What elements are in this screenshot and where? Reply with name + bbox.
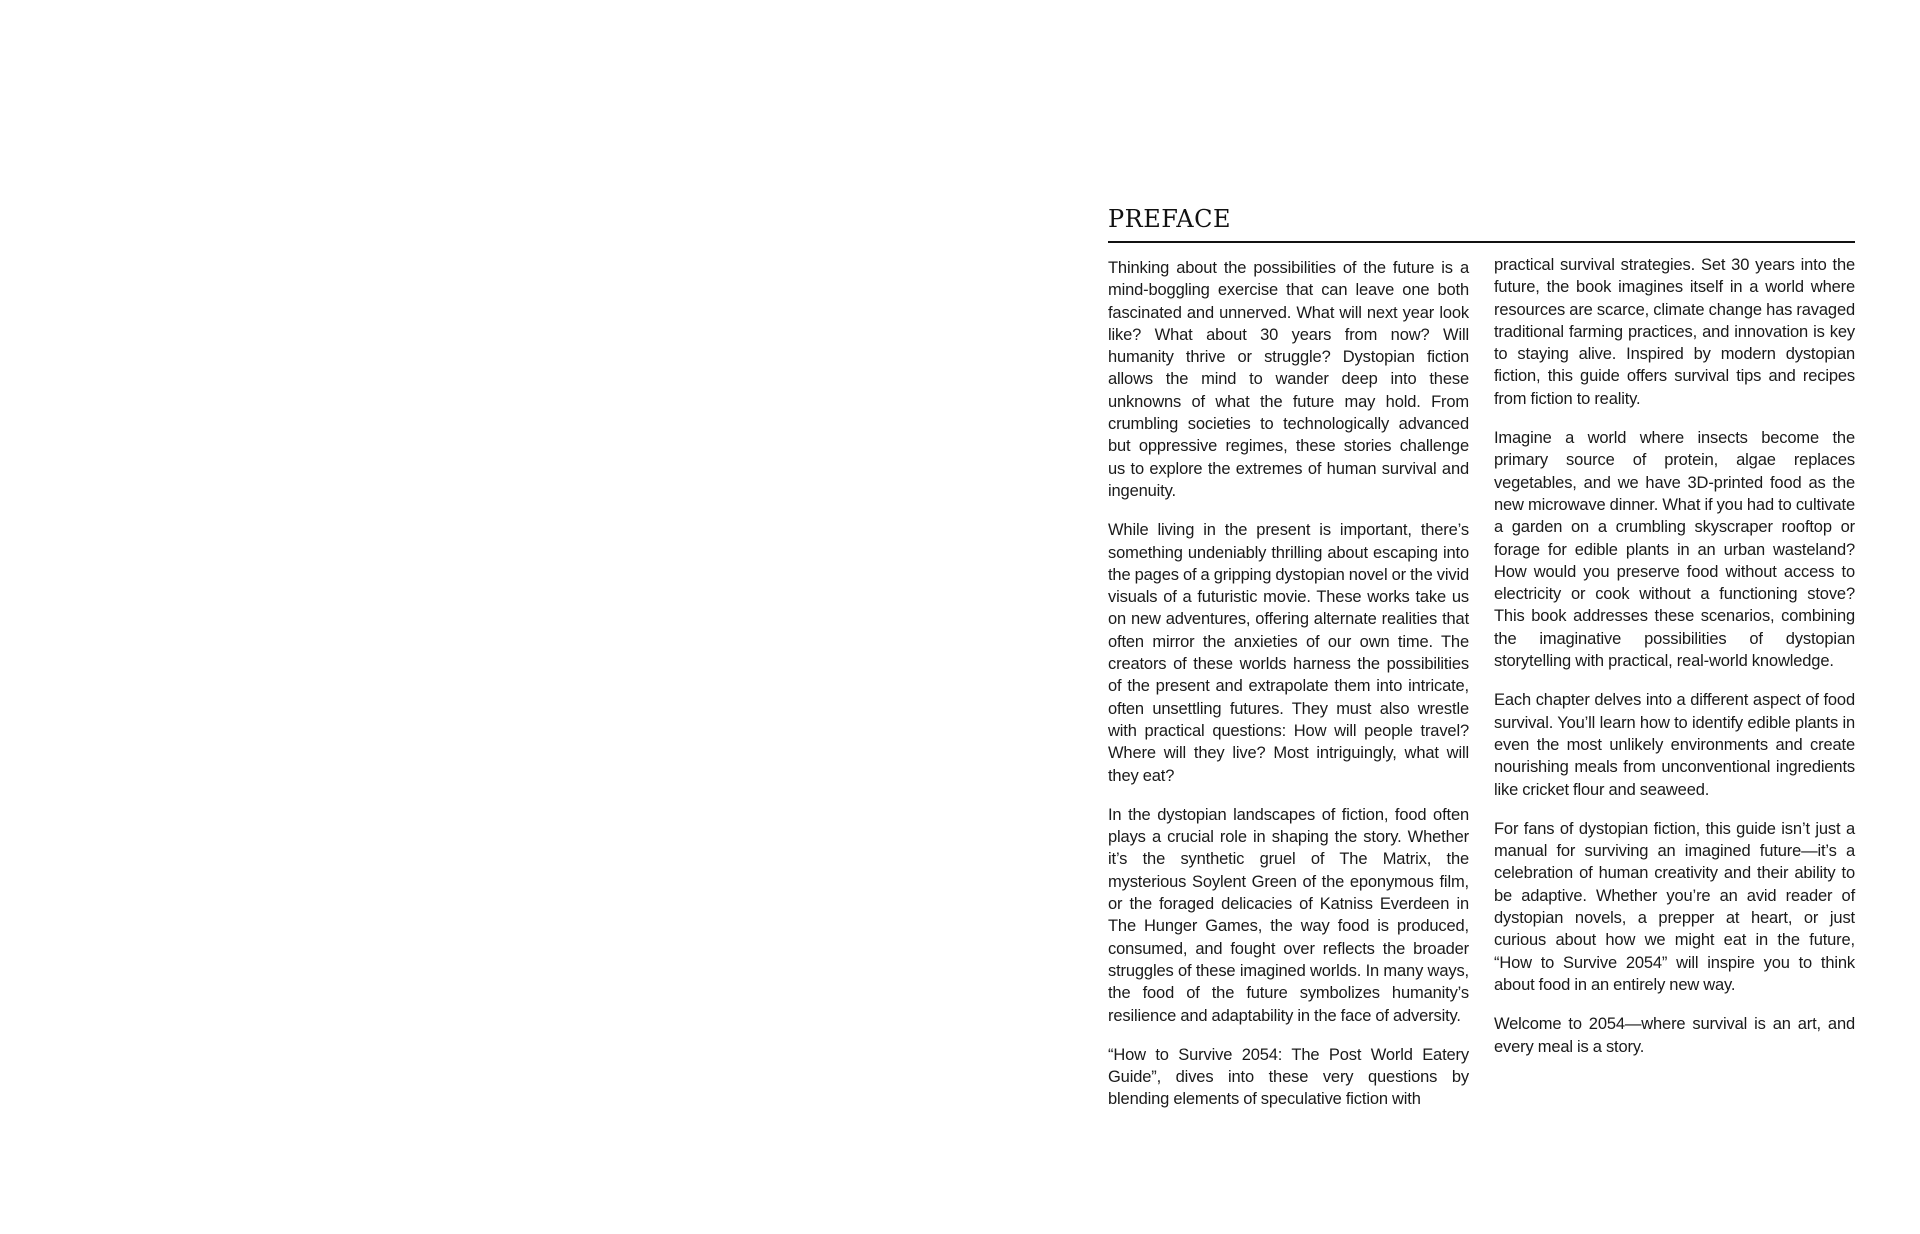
paragraph: Welcome to 2054—where survival is an art, and every meal is a story. xyxy=(1494,1015,1855,1056)
title-divider xyxy=(1108,241,1855,243)
text-column-left xyxy=(1108,257,1469,1128)
paragraph: Thinking about the possibilities of the future is a mind-boggling exercise that can leave one both fascinated and unnerved. What will next year look like? What about 30 years from now? Will humanity thrive or struggle? Dystopian fiction allows the mind to wander deep into these unknowns of what the future may hold. From crumbling societies to technologically advanced but oppressive regimes, these stories challenge us to explore the extremes of human survival and ingenuity. xyxy=(1108,259,1469,500)
paragraph: “How to Survive 2054: The Post World Eatery Guide”, dives into these very questions by blending elements of speculative fiction with xyxy=(1108,1045,1469,1109)
preface-header xyxy=(1108,203,1855,243)
paragraph: For fans of dystopian fiction, this guide isn’t just a manual for surviving an imagined future—it’s a celebration of human creativity and their ability to be adaptive. Whether you’re an avid reader of dystopian novels, a prepper at heart, or just curious about how we might eat in the future, “How to Survive 2054” will inspire you to think about food in an entirely new way. xyxy=(1494,819,1855,994)
paragraph: practical survival strategies. Set 30 years into the future, the book imagines itself in a world where resources are scarce, climate change has ravaged traditional farming practices, and innovation is key to staying alive. Inspired by modern dystopian fiction, this guide offers survival tips and recipes from fiction to reality. xyxy=(1494,256,1855,408)
paragraph: Imagine a world where insects become the primary source of protein, algae replaces vegetables, and we have 3D-printed food as the new microwave dinner. What if you had to cultivate a garden on a crumbling skyscraper rooftop or forage for edible plants in an urban wasteland? How would you preserve food without access to electricity or cook without a functioning stove? This book addresses these scenarios, combining the imaginative possibilities of dystopian storytelling with practical, real-world knowledge. xyxy=(1494,429,1855,671)
text-column-right xyxy=(1494,254,1855,1075)
paragraph: Each chapter delves into a different aspect of food survival. You’ll learn how to identify edible plants in even the most unlikely environments and create nourishing meals from unconventional ingredients like cricket flour and seaweed. xyxy=(1494,691,1855,799)
page-title: PREFACE xyxy=(1108,205,1232,233)
paragraph: While living in the present is important, there’s something undeniably thrilling about escaping into the pages of a gripping dystopian novel or the vivid visuals of a futuristic movie. These works take us on new adventures, offering alternate realities that often mirror the anxieties of our own time. The creators of these worlds harness the possibilities of the present and extrapolate them into intricate, often unsettling futures. They must also wrestle with practical questions: How will people travel? Where will they live? Most intriguingly, what will they eat? xyxy=(1108,521,1469,785)
paragraph: In the dystopian landscapes of fiction, food often plays a crucial role in shaping the story. Whether it’s the synthetic gruel of The Matrix, the mysterious Soylent Green of the eponymous film, or the foraged delicacies of Katniss Everdeen in The Hunger Games, the way food is produced, consumed, and fought over reflects the broader struggles of these imagined worlds. In many ways, the food of the future symbolizes humanity’s resilience and adaptability in the face of adversity. xyxy=(1108,805,1469,1025)
